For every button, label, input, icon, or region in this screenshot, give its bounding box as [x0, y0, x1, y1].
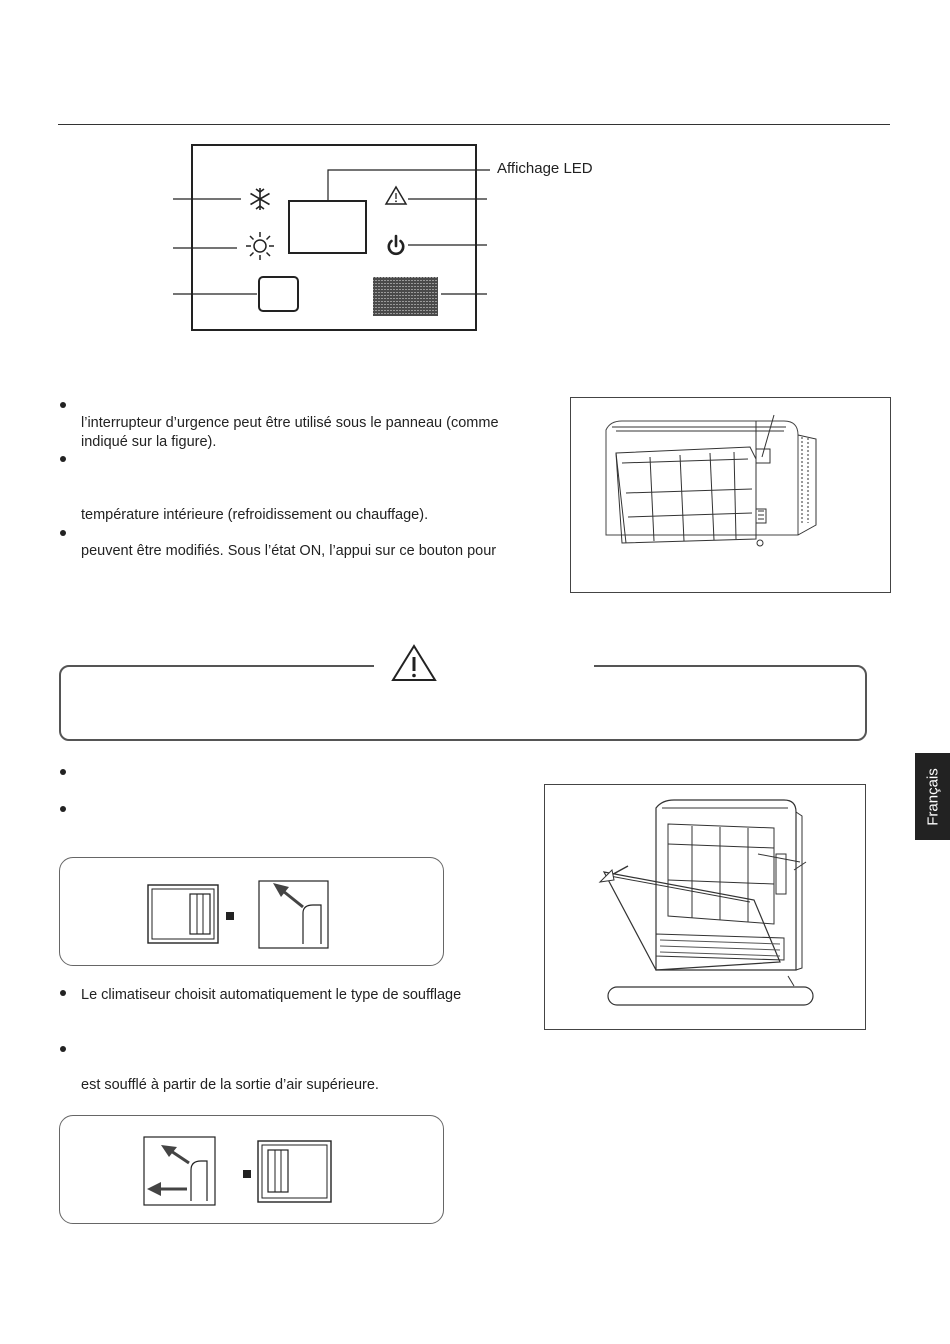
- sun-icon: [246, 232, 274, 260]
- arrow-icon: [273, 883, 303, 907]
- bullet-dot: [60, 769, 66, 775]
- airflow-mode-diagram: [59, 857, 443, 965]
- emergency-button: [259, 277, 298, 311]
- control-panel-drawing: [0, 0, 950, 340]
- arrow-icon: [147, 1145, 189, 1196]
- language-tab[interactable]: [915, 753, 950, 840]
- snowflake-icon: [251, 188, 270, 210]
- bullet-dot: [60, 806, 66, 812]
- emergency-text-line: température intérieure (refroidissement ou chauffage).: [81, 507, 429, 523]
- emergency-text-line: peuvent être modifiés. Sous l’état ON, l’appui sur ce bouton pour: [81, 543, 497, 559]
- language-tab-label: Français: [924, 767, 941, 826]
- bullet-dot: [60, 456, 66, 462]
- led-display: [289, 201, 366, 253]
- led-display-label: Affichage LED: [497, 160, 593, 177]
- warning-triangle-icon: [386, 187, 406, 204]
- airflow-upper-text: est soufflé à partir de la sortie d’air supérieure.: [81, 1077, 379, 1093]
- bullet-dot: [60, 402, 66, 408]
- led-leader-line: [328, 170, 490, 200]
- airflow-auto-text: Le climatiseur choisit automatiquement le type de soufflage: [81, 987, 462, 1003]
- power-icon: [389, 236, 403, 254]
- caution-icon: [390, 643, 440, 683]
- airflow-mode-diagram: [59, 1115, 443, 1223]
- receiver-window: [373, 277, 438, 316]
- emergency-text-line: l’interrupteur d’urgence peut être utilisé sous le panneau (comme: [81, 415, 499, 431]
- callout-pill: [608, 987, 813, 1005]
- bullet-dot: [60, 990, 66, 996]
- bullet-dot: [60, 530, 66, 536]
- open-panel-drawing: [544, 784, 865, 1029]
- bullet-dot: [60, 1046, 66, 1052]
- indoor-unit-drawing: [570, 397, 890, 592]
- emergency-text-line: indiqué sur la figure).: [81, 434, 217, 450]
- caution-box: [59, 665, 867, 741]
